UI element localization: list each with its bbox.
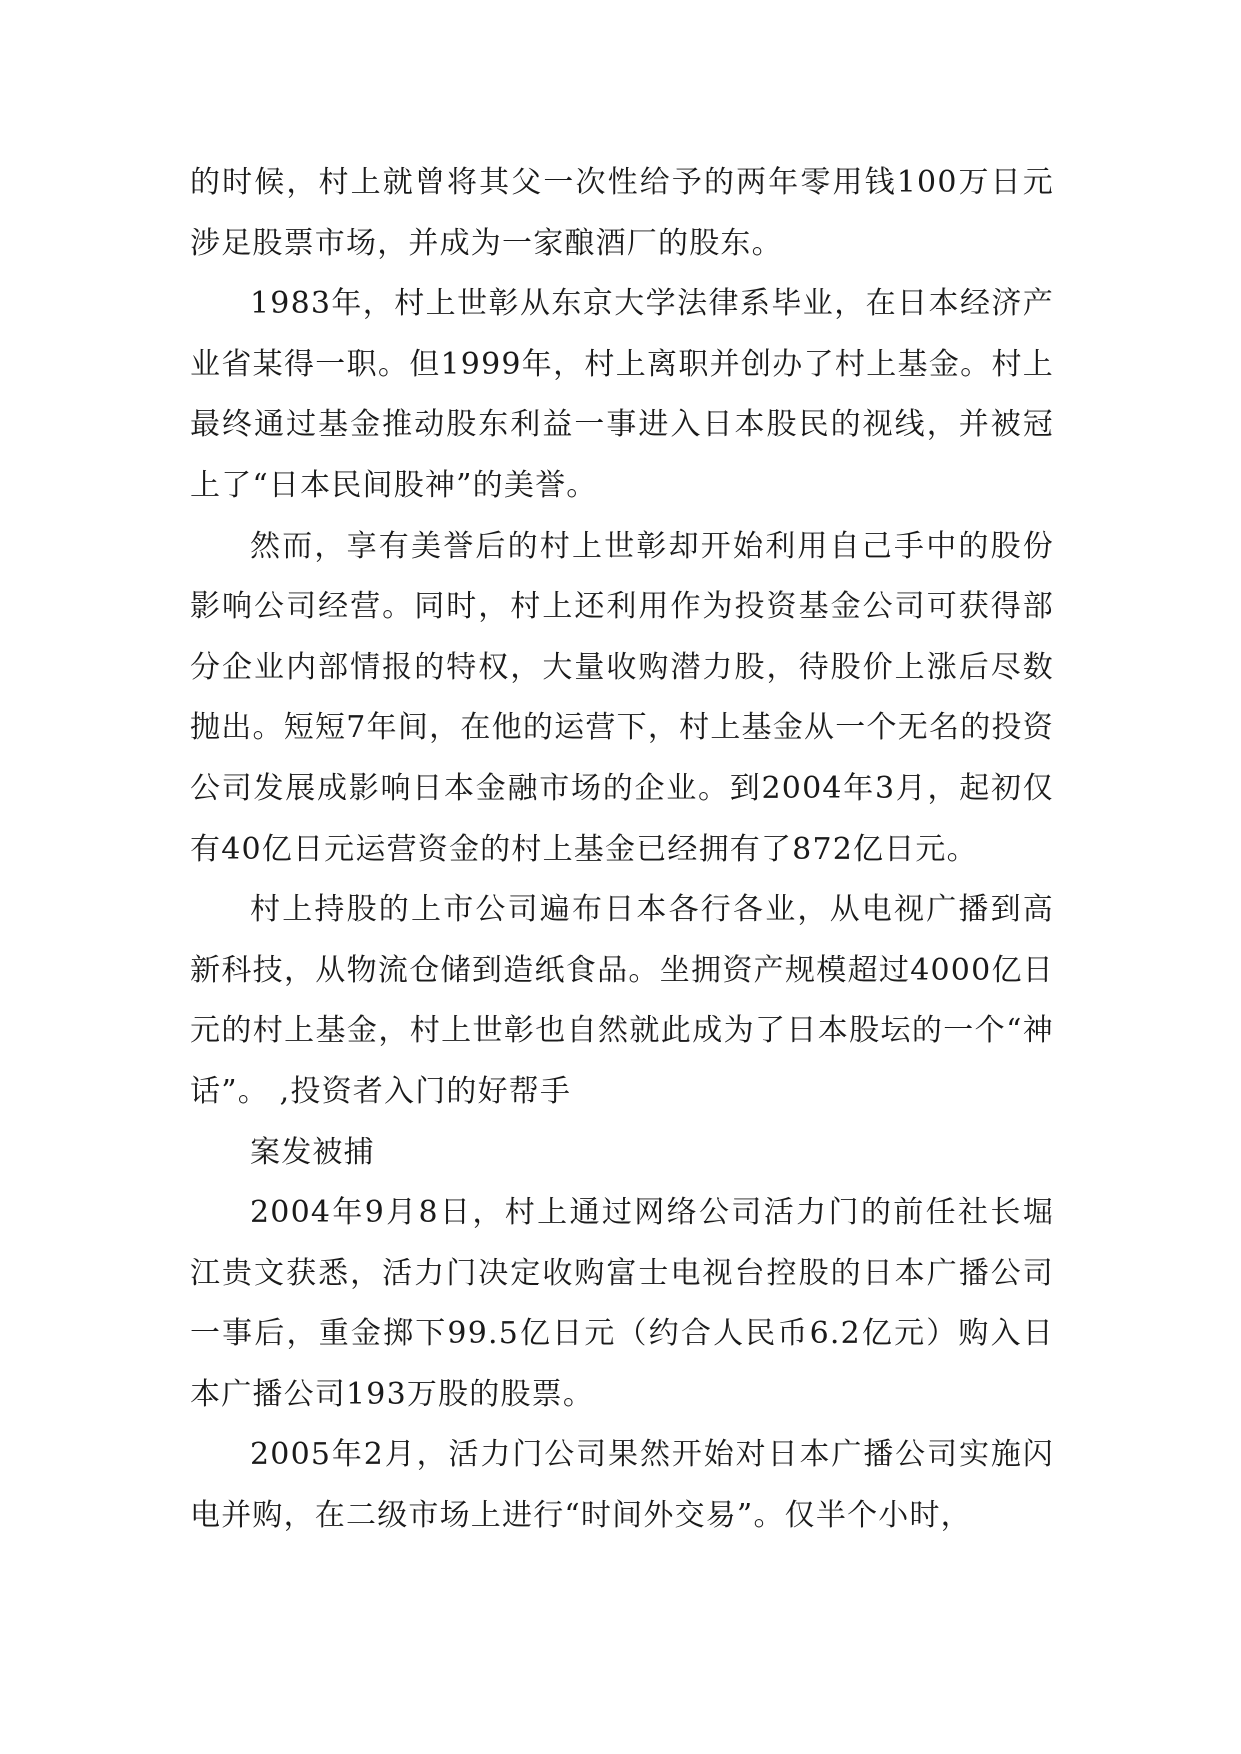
paragraph-6: 2005年2月，活力门公司果然开始对日本广播公司实施闪电并购，在二级市场上进行“时间外交易”。仅半个小时， — [190, 1437, 1054, 1534]
paragraph-1: 的时候，村上就曾将其父一次性给予的两年零用钱100万日元涉足股票市场，并成为一家酿酒厂的股东。 — [190, 165, 1054, 261]
paragraph-4: 村上持股的上市公司遍布日本各行各业，从电视广播到高新科技，从物流仓储到造纸食品。坐拥资产规模超过4000亿日元的村上基金，村上世彰也自然就此成为了日本股坛的一个“神话”。 ,投资者入门的好帮手 — [190, 892, 1054, 1109]
paragraph-3: 然而，享有美誉后的村上世彰却开始利用自己手中的股份影响公司经营。同时，村上还利用作为投资基金公司可获得部分企业内部情报的特权，大量收购潜力股，待股价上涨后尽数抛出。短短7年间，在他的运营下，村上基金从一个无名的投资公司发展成影响日本金融市场的企业。到2004年3月，起初仅有40亿日元运营资金的村上基金已经拥有了872亿日元。 — [190, 528, 1054, 867]
document-body — [190, 153, 1054, 1547]
section-heading: 案发被捕 — [250, 1134, 375, 1170]
paragraph-2: 1983年，村上世彰从东京大学法律系毕业，在日本经济产业省某得一职。但1999年，村上离职并创办了村上基金。村上最终通过基金推动股东利益一事进入日本股民的视线，并被冠上了“日本民间股神”的美誉。 — [190, 286, 1054, 503]
paragraph-5: 2004年9月8日，村上通过网络公司活力门的前任社长堀江贵文获悉，活力门决定收购富士电视台控股的日本广播公司一事后，重金掷下99.5亿日元（约合人民币6.2亿元）购入日本广播公司193万股的股票。 — [190, 1195, 1054, 1412]
